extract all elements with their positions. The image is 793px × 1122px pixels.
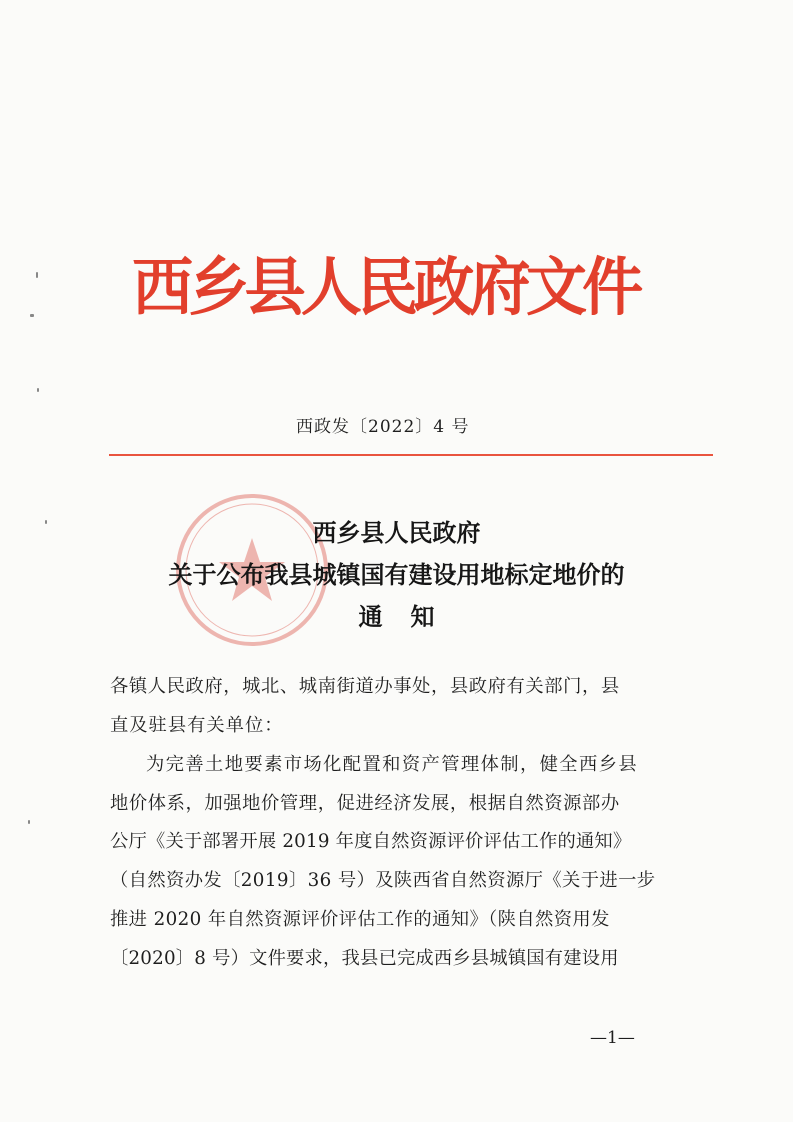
title-line-issuer: 西乡县人民政府 [312, 518, 481, 547]
document-number: 西政发〔2022〕4 号 [296, 417, 470, 437]
body-line-8: 〔2020〕8 号）文件要求，我县已完成西乡县城镇国有建设用 [110, 948, 619, 969]
scan-speck [36, 272, 38, 278]
title-line-notice: 通知 [358, 602, 463, 631]
scan-speck [37, 388, 39, 392]
body-line-2: 直及驻县有关单位： [110, 715, 284, 736]
page-number: —1— [590, 1028, 635, 1048]
body-line-4: 地价体系，加强地价管理，促进经济发展，根据自然资源部办 [110, 793, 620, 814]
scan-speck [28, 820, 30, 824]
issuer-banner: 西乡县人民政府文件 [132, 251, 639, 324]
body-line-1: 各镇人民政府，城北、城南街道办事处，县政府有关部门，县 [110, 676, 620, 697]
scan-speck [45, 520, 47, 524]
body-line-6: （自然资办发〔2019〕36 号）及陕西省自然资源厅《关于进一步 [110, 870, 656, 891]
red-divider-rule [109, 454, 713, 456]
title-line-subject: 关于公布我县城镇国有建设用地标定地价的 [168, 560, 625, 589]
scan-speck [30, 314, 34, 317]
body-line-3: 为完善土地要素市场化配置和资产管理体制，健全西乡县 [146, 754, 639, 775]
body-line-5: 公厅《关于部署开展 2019 年度自然资源评价评估工作的通知》 [110, 831, 632, 852]
body-line-7: 推进 2020 年自然资源评价评估工作的通知》（陕自然资用发 [110, 909, 610, 930]
